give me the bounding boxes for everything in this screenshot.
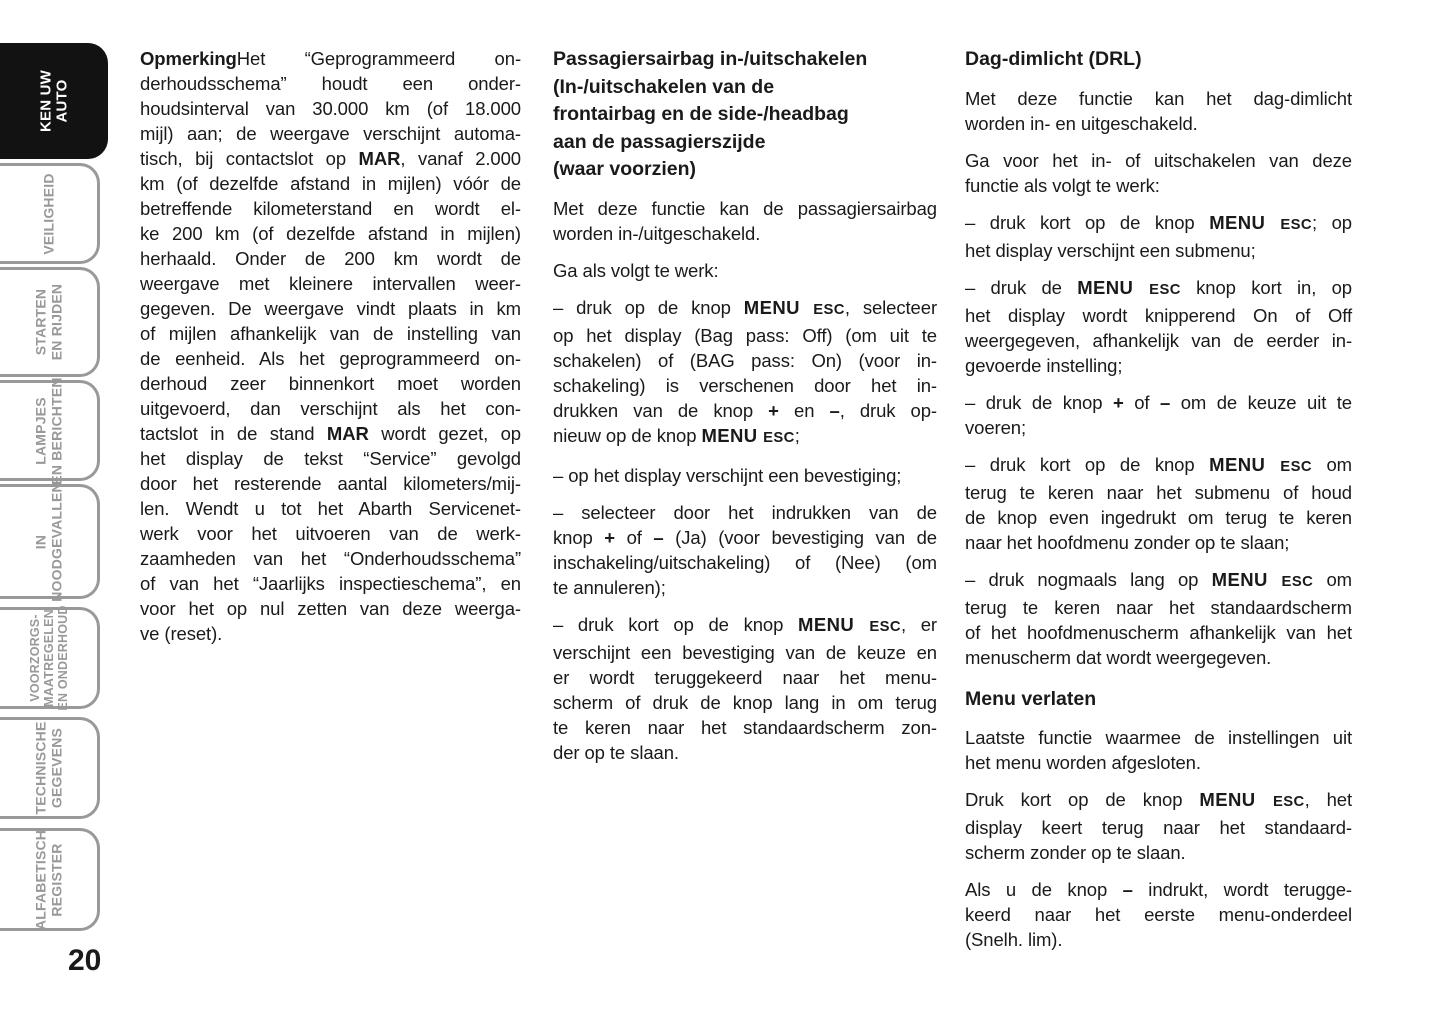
text-line (140, 471, 521, 496)
body-text: , selecteer (844, 296, 938, 318)
body-text: tactslot in de stand (140, 423, 327, 444)
text-line (965, 567, 1352, 595)
body-text: betreffende kilometerstand en wordt el- (140, 198, 521, 219)
tab-label: IN NOODGEVALLEN (32, 481, 64, 602)
body-text: en (778, 399, 830, 421)
body-text: Als u de knop (965, 879, 1123, 900)
text-line (140, 421, 521, 446)
body-text: wordt gezet, op (368, 423, 521, 444)
body-text: op het display (Bag pass: Off) (om uit te (553, 324, 937, 346)
tab-label: ALFABETISCH REGISTER (32, 829, 64, 930)
body-text: of (1123, 391, 1160, 413)
text-line (140, 246, 521, 271)
body-text: (Snelh. lim). (965, 929, 1063, 950)
paragraph (140, 46, 521, 646)
body-text: drukken van de knop (553, 399, 769, 421)
body-text: – druk nogmaals lang op (965, 568, 1212, 590)
body-text: – druk op de knop (553, 296, 744, 318)
body-text: – druk de (965, 276, 1078, 298)
body-text: – selecteer door het indrukken van de (553, 501, 937, 523)
paragraph (553, 295, 937, 451)
body-text: om (1311, 453, 1352, 475)
text-line (140, 146, 521, 171)
emphasized-text: MENU (1209, 211, 1281, 233)
emphasized-text: ESC (1280, 216, 1312, 233)
tab-label: KEN UW AUTO (37, 69, 70, 133)
body-text: naar het hoofdmenu zonder op te slaan; (965, 531, 1290, 553)
text-line (965, 902, 1352, 927)
text-line (553, 575, 937, 600)
text-line (553, 715, 937, 740)
body-text: terug te keren naar het standaardscherm (965, 596, 1352, 618)
text-line (965, 415, 1352, 440)
text-line (553, 295, 937, 323)
body-text: ke 200 km (of dezelfde afstand in mijlen) (140, 223, 521, 244)
emphasized-text: ESC (869, 618, 901, 635)
body-text: werk voor het uitvoeren van de werk- (140, 523, 521, 544)
text-line (140, 196, 521, 221)
text-line (553, 500, 937, 525)
text-line (553, 196, 937, 221)
paragraph (965, 390, 1352, 440)
page-number: 20 (68, 944, 102, 977)
text-line (140, 521, 521, 546)
emphasized-text: ESC (1281, 573, 1314, 590)
text-line (140, 571, 521, 596)
emphasized-text: – (1122, 879, 1133, 900)
text-line (553, 348, 937, 373)
text-line (965, 725, 1352, 750)
text-line (140, 546, 521, 571)
text-line (140, 621, 521, 646)
text-line (140, 371, 521, 396)
body-text: of (615, 526, 654, 548)
text-line (140, 296, 521, 321)
emphasized-text: Opmerking (140, 48, 237, 69)
text-line (553, 46, 937, 74)
body-text: Met deze functie kan de passagiersairbag (553, 197, 937, 219)
paragraph (965, 567, 1352, 670)
body-text: , het (1304, 789, 1352, 810)
text-line (965, 927, 1352, 952)
emphasized-text: ESC (1280, 458, 1312, 475)
text-line (140, 446, 521, 471)
body-text: om (1313, 568, 1352, 590)
body-text: Menu verlaten (965, 687, 1097, 710)
paragraph (553, 500, 937, 600)
text-line (553, 550, 937, 575)
text-line (140, 596, 521, 621)
body-text: het menu worden afgesloten. (965, 752, 1201, 773)
text-line (965, 686, 1352, 714)
body-text: Passagiersairbag in-/uitschakelen (553, 48, 868, 70)
text-line (140, 46, 521, 71)
text-line (965, 353, 1352, 378)
body-text: menuscherm dat wordt weergegeven. (965, 646, 1272, 668)
text-line (553, 398, 937, 423)
emphasized-text: ESC (763, 429, 795, 446)
text-line (965, 390, 1352, 415)
body-text: om de keuze uit te (1170, 391, 1352, 413)
emphasized-text: ESC (813, 301, 845, 318)
body-text: – druk kort op de knop (553, 613, 799, 635)
body-text: (Ja) (voor bevestiging van de (663, 526, 937, 548)
sidebar-tab-lampjes-en-berichten[interactable] (0, 376, 100, 485)
text-line (553, 525, 937, 550)
paragraph (965, 725, 1352, 775)
text-line (965, 840, 1352, 865)
body-text: te annuleren); (553, 576, 666, 598)
tab-label: LAMPJES EN BERICHTEN (32, 376, 64, 485)
emphasized-text: MENU (701, 424, 764, 446)
section-heading (965, 686, 1352, 714)
body-text: tisch, bij contactslot op (140, 148, 359, 169)
body-text: of het hoofdmenuscherm afhankelijk van het (965, 621, 1352, 643)
text-line (965, 750, 1352, 775)
text-line (965, 452, 1352, 480)
tab-label: TECHNISCHE GEGEVENS (32, 721, 64, 815)
body-text: scherm zonder op te slaan. (965, 842, 1186, 863)
text-line (965, 480, 1352, 505)
body-text: derhoudsschema” houdt een onder- (140, 73, 521, 94)
emphasized-text: ESC (1149, 281, 1181, 298)
body-text: gegeven. De weergave vindt plaats in km (140, 298, 521, 319)
body-text: Met deze functie kan het dag-dimlicht (965, 87, 1352, 109)
text-line (140, 121, 521, 146)
text-line (965, 620, 1352, 645)
body-text: schakeling) is verschenen door het in- (553, 374, 937, 396)
text-line (553, 612, 937, 640)
text-line (965, 275, 1352, 303)
body-text: het display verschijnt een submenu; (965, 239, 1256, 261)
paragraph (553, 612, 937, 765)
text-line (965, 173, 1352, 198)
paragraph (553, 463, 937, 488)
text-line (140, 496, 521, 521)
body-text: – druk kort op de knop (965, 453, 1210, 475)
tab-label: VOORZORGS- MAATREGELEN EN ONDERHOUD (27, 605, 70, 711)
paragraph (965, 452, 1352, 555)
body-text: display keert terug naar het standaard- (965, 817, 1352, 838)
body-text: ; (794, 424, 800, 446)
paragraph (553, 196, 937, 246)
body-text: inschakeling/uitschakeling) of (Nee) (om (553, 551, 937, 573)
body-text: door het resterende aantal kilometers/mij- (140, 473, 521, 494)
body-text: weergegeven, afhankelijk van de eerder in- (965, 329, 1352, 351)
text-line (965, 787, 1352, 815)
sidebar-tab-technische-gegevens[interactable] (0, 717, 100, 819)
body-text: scherm of druk de knop lang in om terug (553, 691, 937, 713)
body-text: ve (reset). (140, 623, 223, 644)
emphasized-text: MENU (1211, 568, 1282, 590)
body-text: of mijlen afhankelijk van de instelling van (140, 323, 521, 344)
text-line (553, 690, 937, 715)
body-text: knop (553, 526, 605, 548)
tab-label: STARTEN EN RIJDEN (32, 283, 64, 361)
tab-label: VEILIGHEID (39, 172, 56, 255)
column-3 (965, 46, 1352, 964)
body-text: Druk kort op de knop (965, 789, 1200, 810)
sidebar-tabs (0, 0, 115, 1018)
text-line (553, 221, 937, 246)
text-line (553, 74, 937, 102)
text-line (965, 111, 1352, 136)
body-text: Het “Geprogrammeerd on- (236, 48, 521, 69)
emphasized-text: – (1159, 391, 1171, 413)
text-line (553, 463, 937, 488)
text-line (965, 877, 1352, 902)
body-text: Ga voor het in- of uitschakelen van deze (965, 149, 1352, 171)
text-line (553, 129, 937, 157)
paragraph (965, 86, 1352, 136)
body-text: derhoud zeer binnenkort moet worden (140, 373, 521, 394)
body-text: (waar voorzien) (553, 158, 697, 180)
body-text: het display wordt knipperend On of Off (965, 304, 1352, 326)
text-line (965, 595, 1352, 620)
body-text: nieuw op de knop (553, 424, 702, 446)
body-text: – druk de knop (965, 391, 1113, 413)
text-line (140, 221, 521, 246)
sidebar-tab-alfabetisch-register[interactable] (0, 828, 100, 931)
body-text: len. Wendt u tot het Abarth Servicenet- (140, 498, 521, 519)
body-text: zaamheden van het “Onderhoudsschema” (140, 548, 521, 569)
body-text: weergave met kleinere intervallen weer- (140, 273, 521, 294)
section-heading (965, 46, 1352, 74)
body-text: herhaald. Onder de 200 km wordt de (140, 248, 521, 269)
column-2 (553, 46, 937, 777)
text-line (553, 423, 937, 451)
body-text: voeren; (965, 416, 1027, 438)
body-text: te keren naar het standaardscherm zon- (553, 716, 937, 738)
text-line (140, 71, 521, 96)
text-line (965, 505, 1352, 530)
emphasized-text: MENU (1199, 789, 1273, 810)
emphasized-text: MAR (326, 423, 369, 444)
body-text: frontairbag en de side-/headbag (553, 103, 849, 125)
body-text: schakelen) of (BAG pass: On) (voor in- (553, 349, 937, 371)
text-line (965, 303, 1352, 328)
body-text: functie als volgt te werk: (965, 174, 1160, 196)
paragraph (965, 210, 1352, 263)
emphasized-text: MENU (743, 296, 814, 318)
body-text: indrukt, wordt terugge- (1132, 879, 1352, 900)
body-text: Dag-dimlicht (DRL) (965, 48, 1142, 70)
body-text: uitgevoerd, dan verschijnt als het con- (140, 398, 521, 419)
emphasized-text: MAR (358, 148, 401, 169)
body-text: de eenheid. Als het geprogrammeerd on- (140, 348, 521, 369)
text-line (140, 321, 521, 346)
sidebar-tab-starten-en-rijden[interactable] (0, 267, 100, 377)
emphasized-text: MENU (798, 613, 870, 635)
text-line (553, 665, 937, 690)
text-line (965, 328, 1352, 353)
text-line (140, 271, 521, 296)
text-line (553, 101, 937, 129)
emphasized-text: + (768, 399, 779, 421)
body-text: het display de tekst “Service” gevolgd (140, 448, 521, 469)
body-text: houdsinterval van 30.000 km (of 18.000 (140, 98, 521, 119)
body-text: gevoerde instelling; (965, 354, 1123, 376)
body-text: aan de passagierszijde (553, 130, 766, 153)
body-text: Ga als volgt te werk: (553, 259, 719, 281)
emphasized-text: + (1112, 391, 1124, 413)
body-text: , er (900, 613, 937, 635)
text-line (965, 530, 1352, 555)
paragraph (965, 148, 1352, 198)
text-line (965, 645, 1352, 670)
emphasized-text: ESC (1272, 794, 1305, 810)
body-text: keerd naar het eerste menu-onderdeel (965, 904, 1352, 925)
sidebar-tab-voorzorgsmaatregelen-en-onderhoud[interactable] (0, 607, 100, 709)
emphasized-text: – (653, 526, 664, 548)
paragraph (965, 787, 1352, 865)
body-text: km (of dezelfde afstand in mijlen) vóór de (140, 173, 521, 194)
body-text: worden in- en uitgeschakeld. (965, 112, 1198, 134)
body-text: (In-/uitschakelen van de (553, 75, 775, 98)
paragraph (553, 258, 937, 283)
emphasized-text: MENU (1209, 453, 1281, 475)
emphasized-text: + (604, 526, 616, 548)
text-line (140, 171, 521, 196)
body-text: , vanaf 2.000 (400, 148, 521, 169)
body-text: of van het “Jaarlijks inspectieschema”, en (140, 573, 521, 594)
paragraph (965, 275, 1352, 378)
text-line (965, 46, 1352, 74)
text-line (553, 258, 937, 283)
text-line (553, 373, 937, 398)
emphasized-text: – (829, 399, 840, 421)
body-text: knop kort in, op (1180, 276, 1352, 298)
text-line (553, 640, 937, 665)
text-line (553, 323, 937, 348)
body-text: verschijnt een bevestiging van de keuze en (553, 641, 937, 663)
body-text: ; op (1311, 211, 1352, 233)
body-text: mijl) aan; de weergave verschijnt automa- (140, 123, 521, 144)
column-1 (140, 46, 521, 658)
body-text: , druk op- (839, 399, 937, 421)
sidebar-tab-veiligheid[interactable] (0, 163, 100, 264)
text-line (140, 346, 521, 371)
text-line (553, 740, 937, 765)
body-text: der op te slaan. (553, 741, 679, 763)
body-text: terug te keren naar het submenu of houd (965, 481, 1352, 503)
body-text: – druk kort op de knop (965, 211, 1210, 233)
text-line (965, 86, 1352, 111)
paragraph (965, 877, 1352, 952)
sidebar-tab-in-noodgevallen[interactable] (0, 481, 100, 602)
text-line (965, 238, 1352, 263)
body-text: voor het op nul zetten van deze weerga- (140, 598, 521, 619)
body-text: Laatste functie waarmee de instellingen uit (965, 727, 1352, 748)
section-heading (553, 46, 937, 184)
emphasized-text: MENU (1077, 276, 1150, 298)
body-text: er wordt teruggekeerd naar het menu- (553, 666, 937, 688)
text-line (965, 210, 1352, 238)
text-line (553, 156, 937, 184)
text-line (140, 96, 521, 121)
body-text: – op het display verschijnt een bevestiging; (553, 464, 902, 486)
text-line (140, 396, 521, 421)
text-line (965, 148, 1352, 173)
body-text: worden in-/uitgeschakeld. (553, 222, 761, 244)
sidebar-tab-ken-uw-auto[interactable] (0, 43, 108, 159)
body-text: de knop even ingedrukt om terug te keren (965, 506, 1352, 528)
text-line (965, 815, 1352, 840)
